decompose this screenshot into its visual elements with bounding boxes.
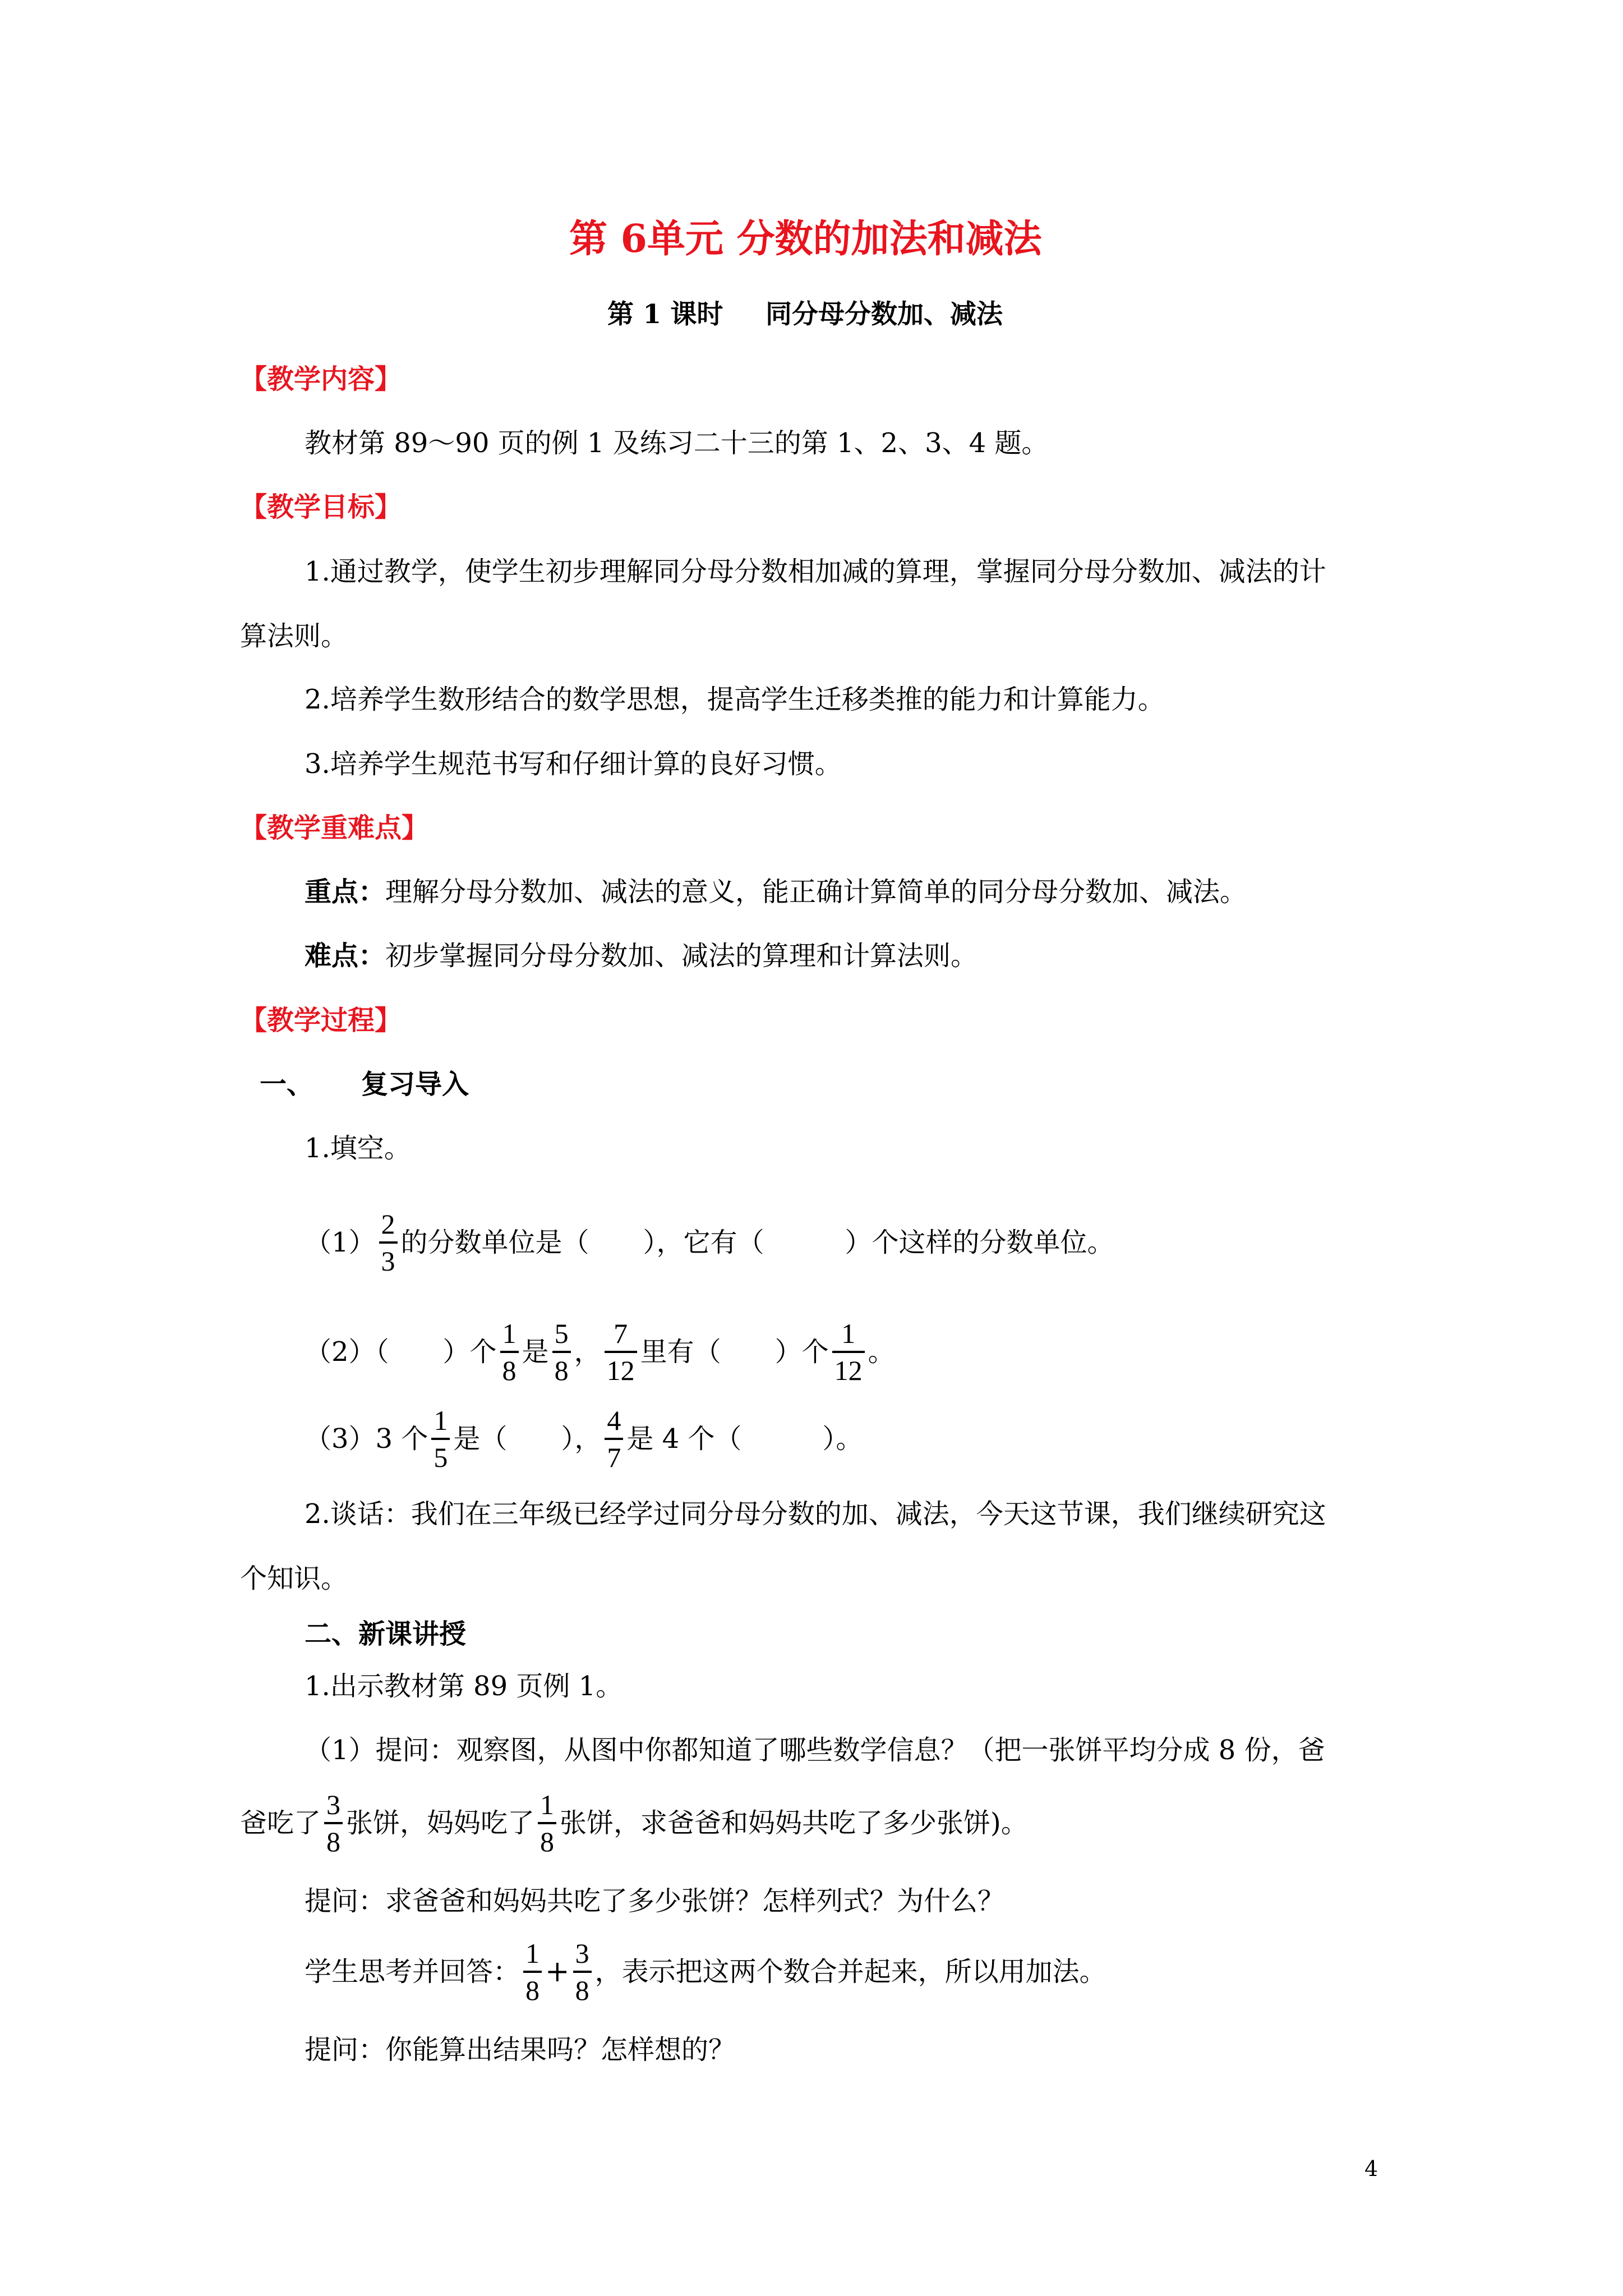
section-heading-process: 【教学过程】	[240, 1005, 402, 1036]
fraction-1-12: $\frac{1}{12}$	[832, 1316, 865, 1388]
lesson-topic: 同分母分数加、减法	[766, 299, 1003, 330]
goal-1-line-1: 1.通过教学，使学生初步理解同分母分数相加减的算理，掌握同分母分数加、减法的计	[305, 556, 1326, 587]
key-label: 重点：	[305, 876, 386, 908]
fraction-3-8-sum: $\frac{3}{8}$	[573, 1936, 592, 2008]
item-2-text-1: 是	[522, 1336, 549, 1368]
goal-3: 3.培养学生规范书写和仔细计算的良好习惯。	[305, 748, 842, 780]
item-2-text-2: ，	[574, 1336, 601, 1368]
fill-blank-heading: 1.填空。	[305, 1133, 411, 1164]
item-1-text: 的分数单位是（ ），它有（ ）个这样的分数单位。	[400, 1227, 1114, 1258]
question-line-1: （1）提问：观察图，从图中你都知道了哪些数学信息？（把一张饼平均分成 8 份，爸	[305, 1734, 1325, 1766]
item-1-lead: （1）	[305, 1227, 376, 1258]
item-3-text-2: 是 4 个（ ）。	[626, 1423, 863, 1455]
question-line-2	[240, 1781, 1028, 1865]
part2-title: 二、新课讲授	[305, 1618, 467, 1650]
goal-1-line-2: 算法则。	[240, 620, 348, 652]
fraction-7-12: $\frac{7}{12}$	[605, 1316, 637, 1388]
part1-title: 复习导入	[361, 1069, 469, 1100]
q2-text-c: 张饼，求爸爸和妈妈共吃了多少张饼)。	[560, 1807, 1028, 1839]
goal-2: 2.培养学生数形结合的数学思想，提高学生迁移类推的能力和计算能力。	[305, 684, 1165, 715]
difficult-label: 难点：	[305, 940, 386, 972]
exercise-item-1	[305, 1200, 1114, 1285]
fraction-1-8: $\frac{1}{8}$	[500, 1316, 519, 1388]
item-3-lead: （3）3 个	[305, 1423, 428, 1455]
item-2-text-4: 。	[868, 1336, 895, 1368]
section-heading-goals: 【教学目标】	[240, 491, 402, 523]
item-2-text-3: 里有（ ）个	[640, 1336, 829, 1368]
step-1: 1.出示教材第 89 页例 1。	[305, 1671, 623, 1702]
part1-number: 一、	[260, 1069, 314, 1100]
talk-line-1: 2.谈话：我们在三年级已经学过同分母分数的加、减法，今天这节课，我们继续研究这	[305, 1498, 1326, 1530]
plus-sign: +	[545, 1955, 570, 1989]
content-text: 教材第 89～90 页的例 1 及练习二十三的第 1、2、3、4 题。	[305, 427, 1049, 459]
key-point	[305, 876, 1247, 908]
section-heading-key-points: 【教学重难点】	[240, 812, 429, 844]
fraction-1-5: $\frac{1}{5}$	[431, 1403, 450, 1475]
student-answer	[305, 1930, 1106, 2014]
fraction-4-7: $\frac{4}{7}$	[605, 1403, 623, 1475]
key-text: 理解分母分数加、减法的意义，能正确计算简单的同分母分数加、减法。	[385, 876, 1247, 908]
section-heading-content: 【教学内容】	[240, 364, 402, 395]
item-3-text-1: 是（ ），	[453, 1423, 602, 1455]
fraction-1-8-sum: $\frac{1}{8}$	[523, 1936, 542, 2008]
item-2-lead: （2）（ ）个	[305, 1336, 497, 1368]
talk-line-2: 个知识。	[240, 1563, 348, 1594]
fraction-3-8: $\frac{3}{8}$	[324, 1787, 343, 1859]
ask-result: 提问：你能算出结果吗？怎样想的？	[305, 2034, 736, 2065]
fraction-5-8: $\frac{5}{8}$	[552, 1316, 571, 1388]
page-number: 4	[1364, 2156, 1378, 2181]
q2-text-b: 张饼，妈妈吃了	[346, 1807, 535, 1839]
difficult-point	[305, 940, 978, 972]
fraction-1-8-mom: $\frac{1}{8}$	[538, 1787, 556, 1859]
page-title: 第 6单元 分数的加法和减法	[569, 217, 1042, 261]
q2-text-a: 爸吃了	[240, 1807, 321, 1839]
ask-expression: 提问：求爸爸和妈妈共吃了多少张饼？怎样列式？为什么？	[305, 1885, 1005, 1917]
difficult-text: 初步掌握同分母分数加、减法的算理和计算法则。	[385, 940, 978, 972]
fraction-2-3: $\frac{2}{3}$	[379, 1207, 398, 1278]
exercise-item-3	[305, 1397, 863, 1481]
exercise-item-2	[305, 1310, 895, 1394]
answer-text-a: 学生思考并回答：	[305, 1956, 520, 1987]
answer-text-b: ，表示把这两个数合并起来，所以用加法。	[594, 1956, 1106, 1987]
lesson-number: 第 1 课时	[607, 299, 723, 330]
